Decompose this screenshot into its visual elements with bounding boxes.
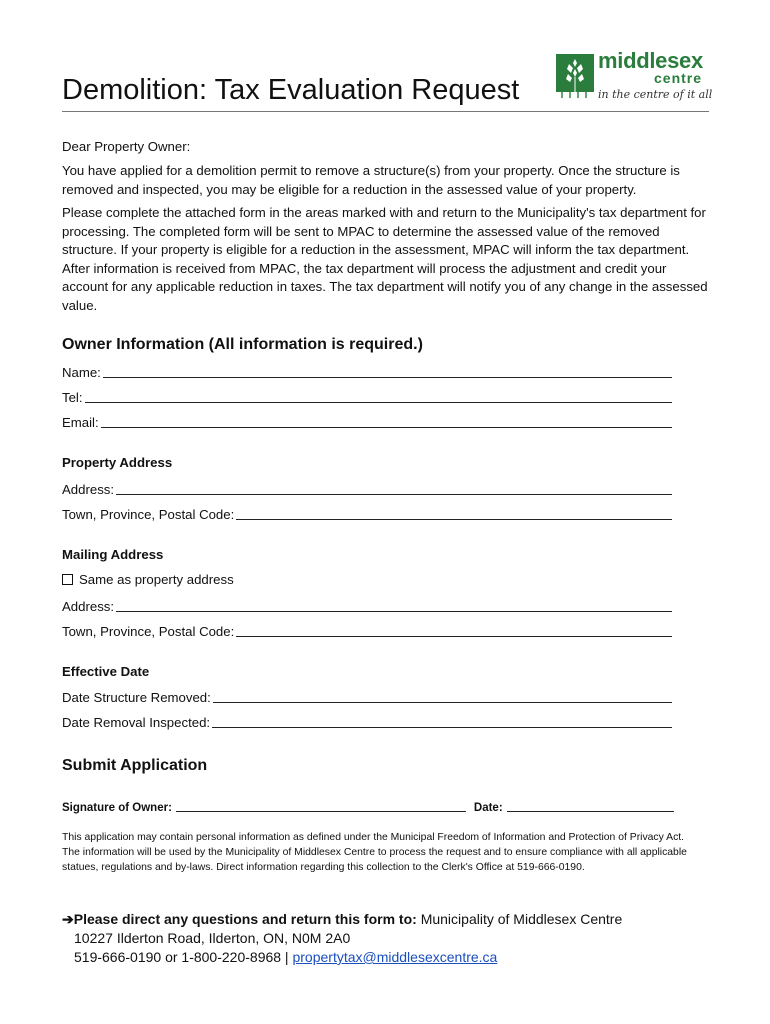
- owner-tel-label: Tel:: [62, 390, 83, 405]
- contact-phones-line: [62, 948, 622, 967]
- submit-application-heading: Submit Application: [62, 757, 208, 774]
- contact-lead: Please direct any questions and return this form to:: [73, 911, 417, 927]
- property-address-field[interactable]: [62, 481, 672, 497]
- owner-name-line[interactable]: [103, 364, 672, 378]
- signature-label: Signature of Owner:: [62, 802, 172, 814]
- mailing-address-heading: Mailing Address: [62, 547, 164, 562]
- logo-wordmark-centre: centre: [654, 70, 703, 86]
- mailing-address-label: Address:: [62, 599, 115, 614]
- date-inspected-label: Date Removal Inspected:: [62, 715, 211, 730]
- logo-tagline: in the centre of it all: [598, 88, 713, 101]
- owner-tel-line[interactable]: [85, 389, 672, 403]
- intro-paragraph-2: Please complete the attached form in the areas marked with and return to the Municipality's tax department for processing. The completed form will be sent to MPAC to determine the assessed value of the removed structure. If your property is eligible for a reduction in the assessment, MPAC will inform the tax department. After information is received from MPAC, the tax department will process the adjustment and credit your account for any applicable reduction in taxes. The tax department will notify you of any change in the assessed value.: [62, 205, 708, 313]
- page-title: Demolition: Tax Evaluation Request: [62, 74, 520, 106]
- arrow-right-icon: ➔: [62, 911, 74, 927]
- owner-email-field[interactable]: [62, 414, 672, 430]
- owner-information-heading: Owner Information (All information is required.): [62, 336, 423, 353]
- header-divider: [62, 111, 709, 112]
- salutation: Dear Property Owner:: [62, 139, 191, 154]
- date-removed-line[interactable]: [213, 689, 672, 703]
- mailing-address-line[interactable]: [116, 598, 672, 612]
- contact-org: Municipality of Middlesex Centre: [416, 911, 623, 927]
- mailing-town-field[interactable]: [62, 623, 672, 639]
- privacy-notice: This application may contain personal information as defined under the Municipal Freedom of Information and Protection of Privacy Act. The information will be used by the Municipality of Middlesex Centre to process the request and to ensure compliance with all applicable statues, regulations and by-laws. Direct information regarding this collection to the Clerk's Office at 519-666-0190.: [62, 832, 687, 873]
- same-as-property-checkbox[interactable]: [62, 574, 73, 585]
- owner-tel-field[interactable]: [62, 389, 672, 405]
- contact-address: 10227 Ilderton Road, Ilderton, ON, N0M 2A0: [74, 930, 351, 946]
- signature-date-line[interactable]: [507, 799, 674, 812]
- signature-line[interactable]: [176, 799, 466, 812]
- signature-date-label: Date:: [473, 802, 503, 814]
- logo-wordmark-middlesex: middlesex: [598, 48, 703, 73]
- contact-block: [62, 910, 622, 967]
- owner-name-label: Name:: [62, 365, 101, 380]
- property-town-label: Town, Province, Postal Code:: [62, 507, 235, 522]
- date-removed-label: Date Structure Removed:: [62, 690, 211, 705]
- contact-email-link[interactable]: propertytax@middlesexcentre.ca: [292, 949, 498, 965]
- property-address-line[interactable]: [116, 481, 672, 495]
- intro-paragraph-1: You have applied for a demolition permit to remove a structure(s) from your property. Once the structure is removed and inspected, you may be eligible for a reduction in the assessed value of your property.: [62, 163, 680, 197]
- signature-date-row[interactable]: [62, 798, 674, 814]
- owner-email-line[interactable]: [101, 414, 672, 428]
- property-address-label: Address:: [62, 482, 115, 497]
- municipality-logo: [556, 48, 711, 110]
- date-inspected-field[interactable]: [62, 714, 672, 730]
- mailing-address-field[interactable]: [62, 598, 672, 614]
- property-town-field[interactable]: [62, 506, 672, 522]
- mailing-town-label: Town, Province, Postal Code:: [62, 624, 235, 639]
- date-removed-field[interactable]: [62, 689, 672, 705]
- contact-lead-line: [62, 910, 622, 929]
- mailing-town-line[interactable]: [236, 623, 672, 637]
- property-address-heading: Property Address: [62, 455, 173, 470]
- property-town-line[interactable]: [236, 506, 672, 520]
- effective-date-heading: Effective Date: [62, 664, 150, 679]
- wheat-logo-icon: [556, 54, 594, 98]
- contact-phones: 519-666-0190 or 1-800-220-8968 |: [74, 949, 293, 965]
- same-as-property-label: Same as property address: [79, 572, 234, 587]
- date-inspected-line[interactable]: [212, 714, 672, 728]
- same-as-property-checkbox-row[interactable]: [62, 572, 234, 587]
- owner-email-label: Email:: [62, 415, 99, 430]
- owner-name-field[interactable]: [62, 364, 672, 380]
